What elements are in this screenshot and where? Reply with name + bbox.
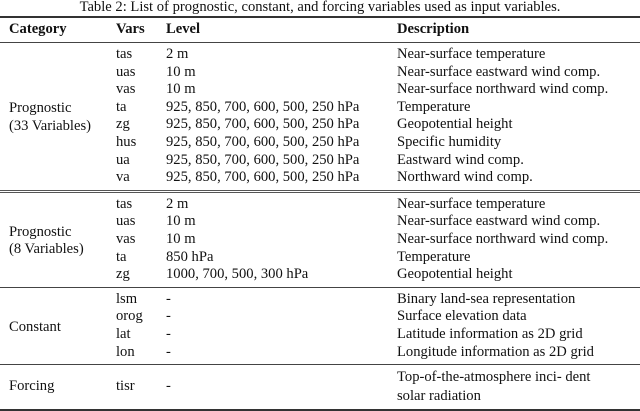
description-cell: Near-surface northward wind comp. — [397, 230, 609, 247]
table-row — [0, 43, 640, 64]
category-cell — [0, 365, 116, 411]
header-vars: Vars — [116, 21, 145, 38]
var-cell: uas — [116, 213, 136, 230]
description-cell: Geopotential height — [397, 266, 513, 283]
level-cell: 925, 850, 700, 600, 500, 250 hPa — [166, 98, 360, 115]
header-row — [0, 17, 640, 43]
level-cell: - — [166, 343, 171, 360]
var-cell: zg — [116, 116, 130, 133]
var-cell: zg — [116, 266, 130, 283]
table-group — [0, 191, 640, 287]
var-cell: uas — [116, 63, 136, 80]
description-cell: Northward wind comp. — [397, 169, 533, 186]
description-cell: Near-surface eastward wind comp. — [397, 63, 601, 80]
var-cell: hus — [116, 133, 137, 150]
level-cell: 2 m — [166, 195, 189, 212]
level-cell: 925, 850, 700, 600, 500, 250 hPa — [166, 151, 360, 168]
description-cell: Specific humidity — [397, 133, 502, 150]
level-cell: 2 m — [166, 46, 189, 62]
description-cell: Top-of-the-atmosphere inci- dent solar radiation — [397, 369, 591, 405]
var-cell: tas — [116, 46, 133, 62]
table-group — [0, 287, 640, 364]
var-cell: orog — [116, 308, 143, 325]
description-cell: Near-surface eastward wind comp. — [397, 213, 601, 230]
category-line: Prognostic — [9, 223, 72, 240]
description-cell: Longitude information as 2D grid — [397, 343, 594, 360]
level-cell: - — [166, 325, 171, 342]
table-group — [0, 43, 640, 192]
variables-table — [0, 16, 640, 411]
category-line: (8 Variables) — [9, 241, 84, 258]
var-cell: ta — [116, 248, 127, 265]
table-caption: Table 2: List of prognostic, constant, and forcing variables used as input variables. — [79, 0, 561, 15]
level-cell: 10 m — [166, 213, 196, 230]
var-cell: tisr — [116, 378, 135, 395]
table-row — [0, 287, 640, 308]
level-cell: 925, 850, 700, 600, 500, 250 hPa — [166, 116, 360, 133]
level-cell: 925, 850, 700, 600, 500, 250 hPa — [166, 133, 360, 150]
level-cell: 850 hPa — [166, 248, 214, 265]
category-cell — [0, 43, 116, 192]
category-cell — [0, 191, 116, 287]
level-cell: - — [166, 378, 171, 395]
category-line: (33 Variables) — [9, 117, 91, 134]
level-cell: 925, 850, 700, 600, 500, 250 hPa — [166, 169, 360, 186]
description-cell: Eastward wind comp. — [397, 151, 524, 168]
description-cell: Near-surface northward wind comp. — [397, 81, 609, 98]
table-row — [0, 365, 640, 411]
level-cell: 10 m — [166, 230, 196, 247]
var-cell: vas — [116, 81, 136, 98]
var-cell: lon — [116, 343, 135, 360]
description-cell: Latitude information as 2D grid — [397, 325, 583, 342]
var-cell: ta — [116, 98, 127, 115]
level-cell: - — [166, 290, 171, 307]
description-cell: Surface elevation data — [397, 308, 527, 325]
description-cell: Geopotential height — [397, 116, 513, 133]
var-cell: lat — [116, 325, 131, 342]
level-cell: 10 m — [166, 63, 196, 80]
description-cell: Temperature — [397, 248, 471, 265]
category-cell — [0, 287, 116, 364]
table-row — [0, 191, 640, 213]
var-cell: tas — [116, 195, 133, 212]
level-cell: - — [166, 308, 171, 325]
description-cell: Near-surface temperature — [397, 46, 546, 62]
var-cell: lsm — [116, 290, 138, 307]
category-line: Prognostic — [9, 100, 72, 117]
category-line: Constant — [9, 318, 61, 335]
var-cell: ua — [116, 151, 130, 168]
category-line: Forcing — [9, 378, 55, 395]
var-cell: vas — [116, 230, 136, 247]
level-cell: 10 m — [166, 81, 196, 98]
description-cell: Temperature — [397, 98, 471, 115]
header-category: Category — [9, 21, 67, 38]
header-description: Description — [397, 21, 470, 38]
var-cell: va — [116, 169, 130, 186]
description-cell: Near-surface temperature — [397, 195, 546, 212]
level-cell: 1000, 700, 500, 300 hPa — [166, 266, 309, 283]
header-level: Level — [166, 21, 201, 38]
table-group — [0, 365, 640, 411]
description-cell: Binary land-sea representation — [397, 290, 576, 307]
